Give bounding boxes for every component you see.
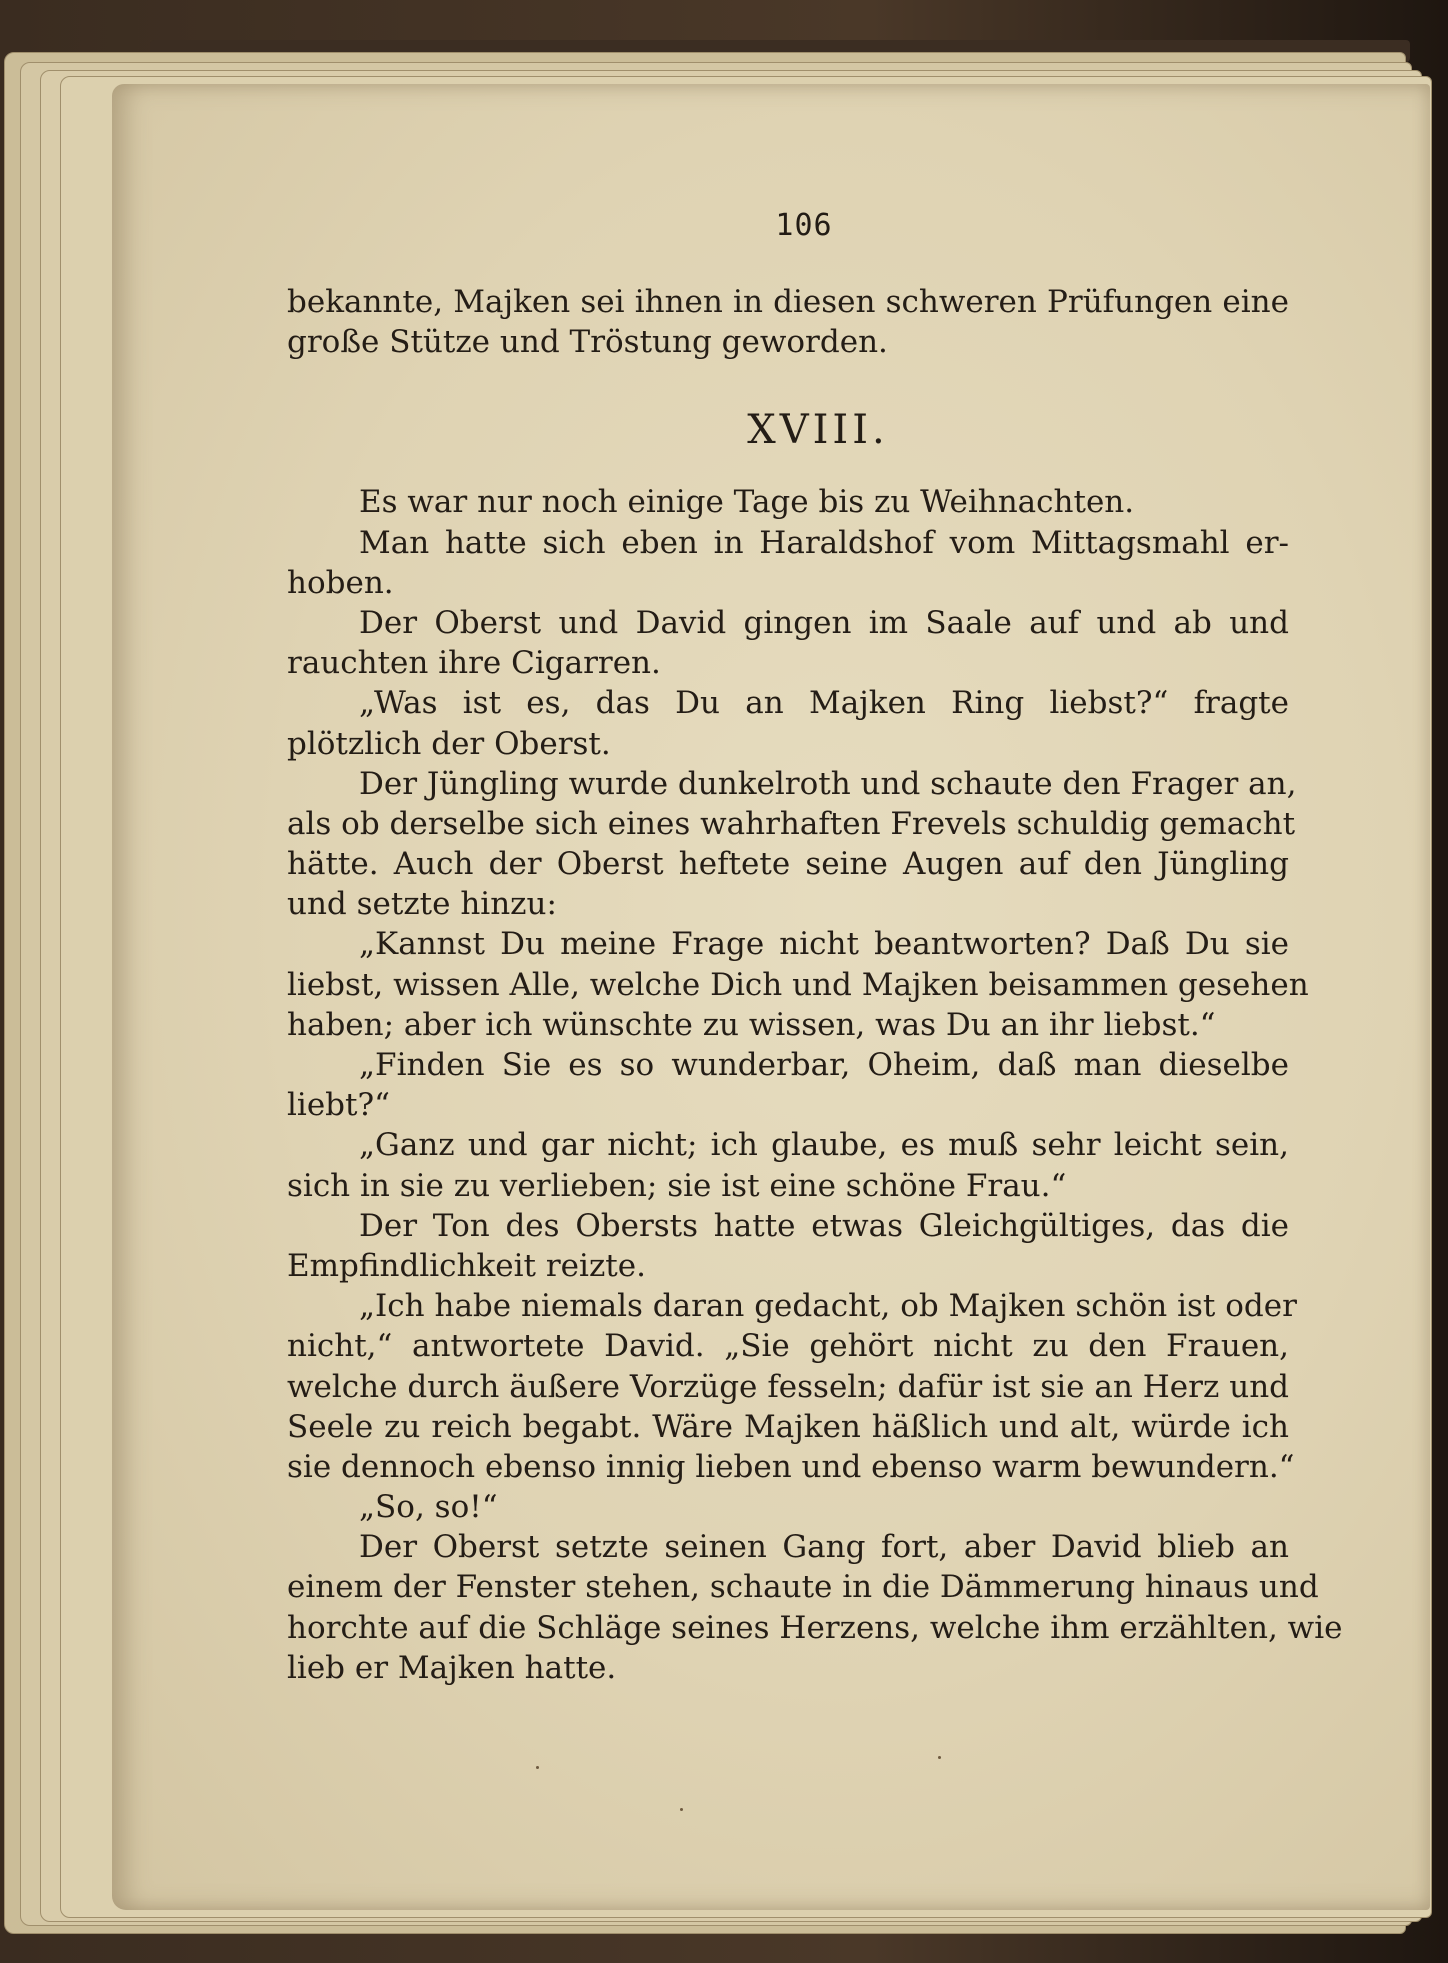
text-line: Der Oberst setzte seinen Gang fort, aber David blieb an (359, 1529, 1289, 1566)
page-number: 106 (775, 208, 833, 243)
text-line: und setzte hinzu: (287, 886, 557, 923)
text-line: lieb er Majken hatte. (287, 1649, 617, 1686)
text-line: große Stütze und Tröstung geworden. (287, 324, 888, 361)
text-line: haben; aber ich wünschte zu wissen, was Du an ihr liebst.“ (287, 1006, 1216, 1043)
text-line: „Ich habe niemals daran gedacht, ob Majken schön ist oder (359, 1288, 1297, 1325)
text-line: als ob derselbe sich eines wahrhaften Frevels schuldig gemacht (287, 805, 1296, 842)
text-line: bekannte, Majken sei ihnen in diesen schweren Prüfungen eine (287, 284, 1289, 320)
text-line: Es war nur noch einige Tage bis zu Weihnachten. (359, 484, 1135, 521)
text-line: Der Jüngling wurde dunkelroth und schaute den Frager an, (359, 765, 1297, 802)
text-line: „Finden Sie es so wunderbar, Oheim, daß man dieselbe (359, 1047, 1289, 1083)
text-line: rauchten ihre Cigarren. (287, 645, 661, 682)
text-line: Empfindlichkeit reizte. (287, 1247, 646, 1284)
text-line: hoben. (287, 564, 394, 601)
text-line: sich in sie zu verlieben; sie ist eine schöne Frau.“ (287, 1167, 1067, 1204)
text-line: Der Oberst und David gingen im Saale auf und ab und (359, 604, 1289, 641)
paper-speck (938, 1756, 941, 1759)
text-line: „Was ist es, das Du an Majken Ring liebst?“ fragte (359, 685, 1289, 722)
paper-speck (536, 1766, 539, 1769)
text-line: horchte auf die Schläge seines Herzens, welche ihm erzählten, wie (287, 1609, 1343, 1646)
text-line: Seele zu reich begabt. Wäre Majken häßlich und alt, würde ich (287, 1408, 1289, 1445)
text-line: Der Ton des Obersts hatte etwas Gleichgültiges, das die (359, 1207, 1289, 1244)
page-text (287, 282, 1343, 1688)
text-line: „Ganz und gar nicht; ich glaube, es muß sehr leicht sein, (359, 1127, 1289, 1164)
text-line: sie dennoch ebenso innig lieben und ebenso warm bewundern.“ (287, 1448, 1295, 1485)
text-line: nicht,“ antwortete David. „Sie gehört nicht zu den Frauen, (287, 1328, 1289, 1365)
text-line: „Kannst Du meine Frage nicht beantworten? Daß Du sie (359, 926, 1289, 963)
paper-speck (680, 1808, 683, 1811)
text-line: „So, so!“ (359, 1489, 498, 1526)
text-line: einem der Fenster stehen, schaute in die Dämmerung hinaus und (287, 1569, 1319, 1606)
text-line: liebst, wissen Alle, welche Dich und Majken beisammen gesehen (287, 966, 1309, 1003)
chapter-heading: XVIII. (747, 407, 889, 454)
text-line: liebt?“ (287, 1087, 390, 1124)
text-line: hätte. Auch der Oberst heftete seine Augen auf den Jüngling (287, 846, 1289, 883)
text-line: welche durch äußere Vorzüge fesseln; dafür ist sie an Herz und (287, 1368, 1289, 1405)
chapter-body (287, 482, 1343, 1688)
text-line: plötzlich der Oberst. (287, 725, 611, 762)
text-line: Man hatte sich eben in Haraldshof vom Mittagsmahl er- (359, 524, 1289, 561)
